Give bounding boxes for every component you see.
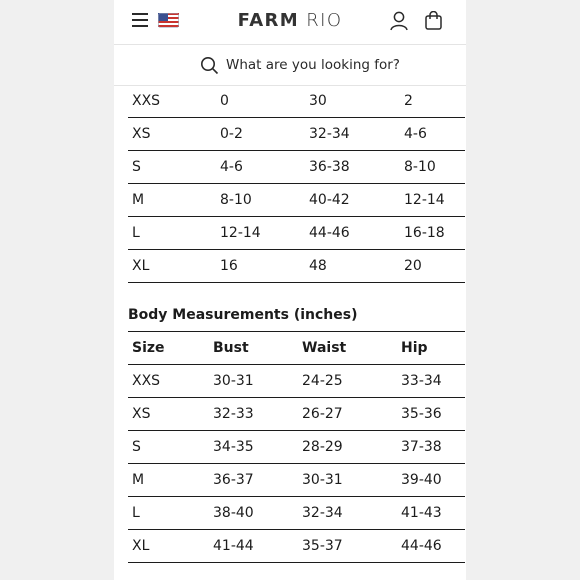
table-cell: 35-37 (298, 530, 397, 563)
table-cell: 38-40 (209, 497, 298, 530)
table-row (128, 365, 465, 398)
table-cell: XL (128, 250, 216, 283)
table-cell: 12-14 (216, 217, 305, 250)
brand-name-light: RIO (306, 10, 343, 31)
table-cell: 36-38 (305, 151, 400, 184)
table-cell: 34-35 (209, 431, 298, 464)
table-cell: XL (128, 530, 209, 563)
header-size: Size (128, 332, 209, 365)
table-row (128, 118, 465, 151)
table-cell: 30-31 (209, 365, 298, 398)
table-cell: M (128, 184, 216, 217)
search-bar[interactable] (114, 44, 466, 86)
table-cell: S (128, 431, 209, 464)
table-cell: XXS (128, 85, 216, 118)
table-cell: 26-27 (298, 398, 397, 431)
table-cell: 39-40 (397, 464, 465, 497)
table-cell: 37-38 (397, 431, 465, 464)
table-cell: 44-46 (397, 530, 465, 563)
table-cell: 8-10 (216, 184, 305, 217)
table-cell: L (128, 217, 216, 250)
table-cell: 33-34 (397, 365, 465, 398)
table-cell: 44-46 (305, 217, 400, 250)
size-conversion-table (128, 85, 465, 283)
table-cell: 35-36 (397, 398, 465, 431)
table-cell: 4-6 (216, 151, 305, 184)
table-cell: 36-37 (209, 464, 298, 497)
table-cell: 24-25 (298, 365, 397, 398)
table-cell: XS (128, 398, 209, 431)
user-icon[interactable] (390, 11, 408, 31)
table-cell: 0-2 (216, 118, 305, 151)
table-row (128, 85, 465, 118)
site-header (114, 0, 466, 44)
table-cell: 48 (305, 250, 400, 283)
header-hip: Hip (397, 332, 465, 365)
search-icon[interactable] (200, 56, 219, 75)
table-row (128, 464, 465, 497)
table-cell: 41-44 (209, 530, 298, 563)
table-header-row (128, 332, 465, 365)
table-row (128, 250, 465, 283)
body-measurements-table (128, 331, 465, 563)
size-guide-page (114, 0, 466, 580)
table-row (128, 530, 465, 563)
shopping-bag-icon[interactable] (425, 11, 442, 30)
brand-name-bold: FARM (237, 10, 300, 31)
table-cell: 2 (400, 85, 465, 118)
table-cell: 41-43 (397, 497, 465, 530)
brand-logo[interactable] (114, 10, 466, 31)
table-row (128, 398, 465, 431)
table-cell: XS (128, 118, 216, 151)
header-waist: Waist (298, 332, 397, 365)
search-input[interactable]: What are you looking for? (226, 57, 400, 73)
table-cell: 40-42 (305, 184, 400, 217)
table-cell: S (128, 151, 216, 184)
table-row (128, 497, 465, 530)
table-cell: 30 (305, 85, 400, 118)
table-cell: 30-31 (298, 464, 397, 497)
table-cell: 16 (216, 250, 305, 283)
table-cell: 12-14 (400, 184, 465, 217)
table-cell: 0 (216, 85, 305, 118)
table-cell: 4-6 (400, 118, 465, 151)
table-row (128, 151, 465, 184)
table-cell: 32-34 (305, 118, 400, 151)
table-cell: 32-33 (209, 398, 298, 431)
table-cell: 32-34 (298, 497, 397, 530)
table-cell: M (128, 464, 209, 497)
table-cell: 28-29 (298, 431, 397, 464)
header-bust: Bust (209, 332, 298, 365)
table-row (128, 184, 465, 217)
table-row (128, 431, 465, 464)
table-row (128, 217, 465, 250)
table-cell: L (128, 497, 209, 530)
table-cell: 16-18 (400, 217, 465, 250)
body-measurements-title: Body Measurements (inches) (128, 307, 358, 323)
table-cell: XXS (128, 365, 209, 398)
table-cell: 20 (400, 250, 465, 283)
table-cell: 8-10 (400, 151, 465, 184)
